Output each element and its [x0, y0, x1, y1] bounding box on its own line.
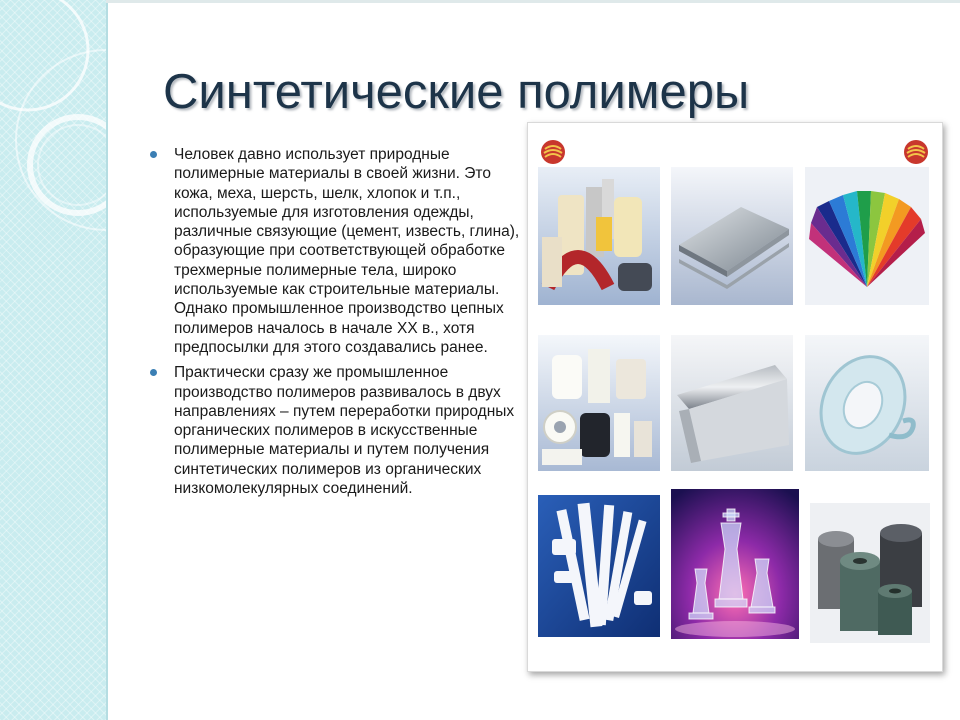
bullet-text: Практически сразу же промышленное производство полимеров развивалось в двух направлениях – путем переработки природных органических полимеров в искусственные полимерные материалы и путем получения синтетических полимеров из органических низкомолекулярных соединений.: [174, 364, 515, 498]
polymer-products-collage: [527, 122, 943, 672]
bullet-dot-icon: [150, 369, 157, 376]
bullet-text: Человек давно использует природные полимерные материалы в своей жизни. Это кожа, меха, шерсть, шелк, хлопок и т.п., используемые для изготовления одежды, различные связующие (цемент, известь, глина), образующие при соответствующей обработке трехмерные полимерные тела, широко используемые как строительные материалы. Однако промышленное производство цепных полимеров началось в начале XX в., хотя предпосылки для этого создавались ранее.: [174, 146, 520, 356]
bullet-item: [146, 363, 524, 498]
bullet-dot-icon: [150, 151, 157, 158]
assorted-plastic-parts-image: [538, 167, 660, 305]
transparent-tape-roll-image: [805, 335, 929, 471]
decorative-circles: [0, 0, 106, 720]
film-roll-image: [671, 335, 793, 471]
glass-chess-pieces-image: [671, 489, 799, 639]
rubber-rolls-image: [810, 503, 930, 643]
white-plastic-rods-image: [538, 495, 660, 637]
top-divider: [106, 0, 960, 3]
colored-acrylic-sheets-image: [805, 167, 929, 305]
metal-sheets-image: [671, 167, 793, 305]
white-plastic-fittings-image: [538, 335, 660, 471]
decorative-side-strip: [0, 0, 108, 720]
bullet-list: [146, 145, 524, 504]
bullet-item: [146, 145, 524, 357]
logo-badge-icon: [903, 139, 929, 165]
slide-title: Синтетические полимеры: [163, 65, 750, 119]
logo-badge-icon: [540, 139, 566, 165]
